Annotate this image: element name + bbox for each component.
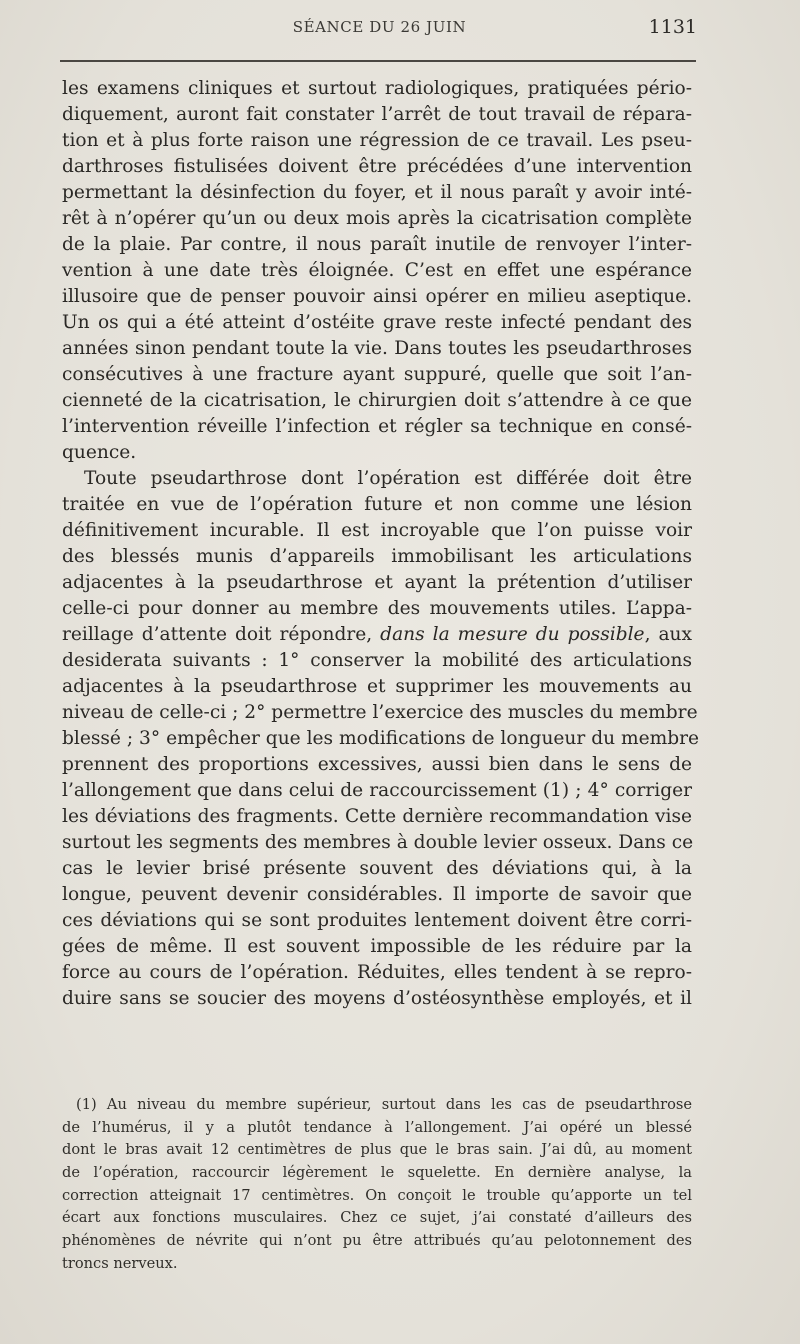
text-line: Un os qui a été atteint d’ostéite grave reste infecté pendant des <box>62 312 692 333</box>
text-line: tion et à plus forte raison une régression de ce travail. Les pseu- <box>62 130 692 151</box>
italic-phrase: dans la mesure du possible <box>380 624 645 645</box>
text-line: rêt à n’opérer qu’un ou deux mois après la cicatrisation complète <box>62 208 692 229</box>
text-line: les déviations des fragments. Cette dernière recommandation vise <box>62 806 692 827</box>
text-line: consécutives à une fracture ayant suppuré, quelle que soit l’an- <box>62 364 692 385</box>
text-line: blessé ; 3° empêcher que les modifications de longueur du membre <box>62 728 700 749</box>
header-rule <box>60 60 696 62</box>
footnote-line: de l’opération, raccourcir légèrement le squelette. En dernière analyse, la <box>62 1164 692 1182</box>
text-line: gées de même. Il est souvent impossible de les réduire par la <box>62 936 692 957</box>
text-line: vention à une date très éloignée. C’est en effet une espérance <box>62 260 692 281</box>
text-line: des blessés munis d’appareils immobilisant les articulations <box>62 546 692 567</box>
text-line: années sinon pendant toute la vie. Dans toutes les pseudarthroses <box>62 338 692 359</box>
text-line: niveau de celle-ci ; 2° permettre l’exercice des muscles du membre <box>62 702 698 723</box>
text-line: Toute pseudarthrose dont l’opération est différée doit être <box>84 468 692 489</box>
text-line: traitée en vue de l’opération future et non comme une lésion <box>62 494 692 515</box>
footnote-line: correction atteignait 17 centimètres. On conçoit le trouble qu’apporte un tel <box>62 1186 692 1204</box>
text-line: darthroses fistulisées doivent être précédées d’une intervention <box>62 156 692 177</box>
footnote-line: (1) Au niveau du membre supérieur, surtout dans les cas de pseudarthrose <box>76 1096 692 1113</box>
footnote-line: troncs nerveux. <box>62 1254 178 1272</box>
text-segment: reillage d’attente doit répondre, <box>62 624 373 645</box>
text-line: l’allongement que dans celui de raccourcissement (1) ; 4° corriger <box>62 780 692 801</box>
running-title: SÉANCE DU 26 JUIN <box>292 18 467 36</box>
text-line: prennent des proportions excessives, aussi bien dans le sens de <box>62 754 692 775</box>
page-number: 1131 <box>648 16 697 38</box>
text-line: diquement, auront fait constater l’arrêt de tout travail de répara- <box>62 104 692 125</box>
text-line: force au cours de l’opération. Réduites, elles tendent à se repro- <box>62 962 692 983</box>
text-line: duire sans se soucier des moyens d’ostéosynthèse employés, et il <box>62 988 692 1009</box>
text-line: de la plaie. Par contre, il nous paraît inutile de renvoyer l’inter- <box>62 234 692 255</box>
text-line: quence. <box>62 442 137 463</box>
text-line-with-italic <box>62 622 692 648</box>
text-line: permettant la désinfection du foyer, et il nous paraît y avoir inté- <box>62 182 692 203</box>
text-line: les examens cliniques et surtout radiologiques, pratiquées pério- <box>62 78 692 99</box>
text-line: desiderata suivants : 1° conserver la mobilité des articulations <box>62 650 692 671</box>
text-line: celle-ci pour donner au membre des mouvements utiles. L’appa- <box>62 598 692 619</box>
text-line: longue, peuvent devenir considérables. Il importe de savoir que <box>62 884 692 905</box>
text-line: cienneté de la cicatrisation, le chirurgien doit s’attendre à ce que <box>62 390 692 411</box>
text-line: adjacentes à la pseudarthrose et supprimer les mouvements au <box>62 676 692 697</box>
text-line: ces déviations qui se sont produites lentement doivent être corri- <box>62 910 692 931</box>
footnote-line: de l’humérus, il y a plutôt tendance à l’allongement. J’ai opéré un blessé <box>62 1118 692 1136</box>
text-line: définitivement incurable. Il est incroyable que l’on puisse voir <box>62 520 692 541</box>
text-line: l’intervention réveille l’infection et régler sa technique en consé- <box>62 416 692 437</box>
page-header <box>62 18 697 44</box>
footnote-line: écart aux fonctions musculaires. Chez ce sujet, j’ai constaté d’ailleurs des <box>62 1209 692 1227</box>
footnote-block <box>62 1094 692 1276</box>
text-line: cas le levier brisé présente souvent des déviations qui, à la <box>62 858 692 879</box>
text-line: adjacentes à la pseudarthrose et ayant la prétention d’utiliser <box>62 572 692 593</box>
footnote-line: dont le bras avait 12 centimètres de plus que le bras sain. J’ai dû, au moment <box>62 1141 692 1159</box>
text-line: illusoire que de penser pouvoir ainsi opérer en milieu aseptique. <box>62 286 692 307</box>
text-line: surtout les segments des membres à double levier osseux. Dans ce <box>62 832 694 853</box>
body-text <box>62 76 700 1012</box>
footnote-line: phénomènes de névrite qui n’ont pu être attribués qu’au pelotonnement des <box>62 1232 692 1250</box>
text-segment: , aux <box>644 624 693 645</box>
